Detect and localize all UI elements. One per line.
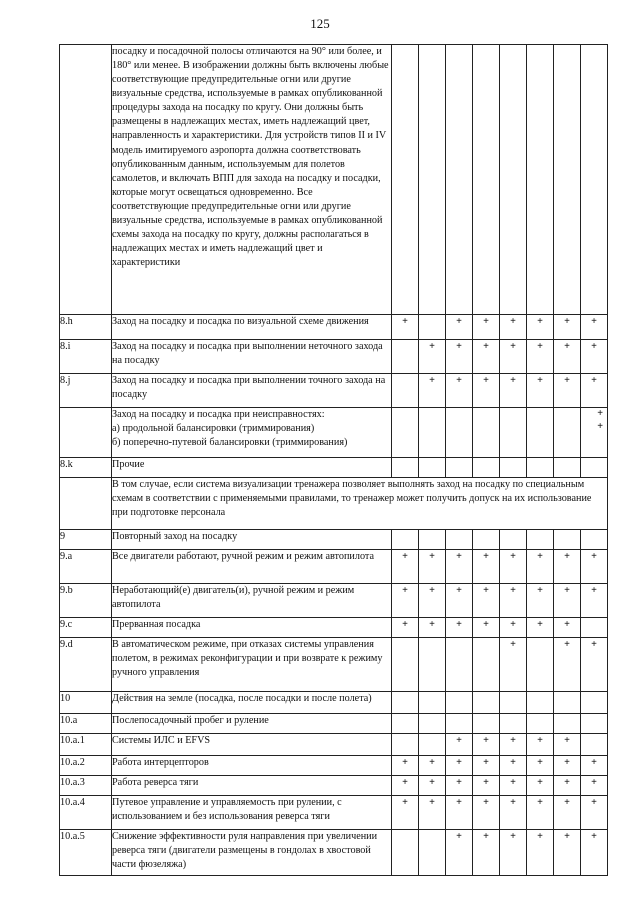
row-number: 10.a.3 [60, 776, 112, 796]
row-description: Все двигатели работают, ручной режим и режим автопилота [112, 550, 392, 584]
mark-cell: + [446, 734, 473, 756]
mark-cell: + [446, 550, 473, 584]
row-number: 8.k [60, 458, 112, 478]
mark-cell [554, 530, 581, 550]
mark-cell: + [500, 638, 527, 692]
mark-cell [392, 530, 419, 550]
mark-cell: + [473, 315, 500, 340]
mark-cell: + [473, 550, 500, 584]
mark-cell: + [581, 796, 608, 830]
table-row [60, 830, 608, 876]
row-number: 10 [60, 692, 112, 714]
row-number: 9.c [60, 618, 112, 638]
table-row [60, 458, 608, 478]
row-number: 10.a.4 [60, 796, 112, 830]
mark-cell: + [500, 584, 527, 618]
mark-cell: + [473, 584, 500, 618]
mark-cell [500, 692, 527, 714]
mark-cell: + [473, 756, 500, 776]
mark-cell [419, 315, 446, 340]
mark-cell [554, 408, 581, 458]
table-row [60, 315, 608, 340]
mark-cell [392, 692, 419, 714]
mark-cell [581, 618, 608, 638]
table-row [60, 478, 608, 530]
mark-cell: + [581, 638, 608, 692]
mark-cell: + [554, 584, 581, 618]
mark-cell [527, 458, 554, 478]
mark-cell [581, 734, 608, 756]
mark-cell [446, 638, 473, 692]
mark-cell: + [446, 618, 473, 638]
mark-cell [473, 458, 500, 478]
mark-cell: + [527, 618, 554, 638]
mark-cell: + [500, 550, 527, 584]
mark-cell: + [392, 756, 419, 776]
mark-cell [527, 408, 554, 458]
mark-cell [473, 714, 500, 734]
mark-cell: + [527, 550, 554, 584]
mark-cell [500, 408, 527, 458]
row-description: В автоматическом режиме, при отказах системы управления полетом, в режимах реконфигурации и при возврате к режиму ручного управления [112, 638, 392, 692]
row-description: Послепосадочный пробег и руление [112, 714, 392, 734]
row-description: Заход на посадку и посадка при выполнении точного захода на посадку [112, 374, 392, 408]
row-number: 10.a.5 [60, 830, 112, 876]
row-description: Повторный заход на посадку [112, 530, 392, 550]
mark-cell [500, 530, 527, 550]
mark-cell: + [500, 796, 527, 830]
mark-cell: + [527, 340, 554, 374]
mark-cell [392, 830, 419, 876]
table-row [60, 692, 608, 714]
mark-cell: + [554, 756, 581, 776]
mark-cell [554, 714, 581, 734]
table-row [60, 796, 608, 830]
row-number: 9 [60, 530, 112, 550]
mark-cell: + [500, 830, 527, 876]
mark-cell [419, 408, 446, 458]
table-body [60, 45, 608, 876]
mark-cell [392, 734, 419, 756]
row-number: 9.a [60, 550, 112, 584]
mark-cell [473, 530, 500, 550]
mark-cell: + [500, 618, 527, 638]
mark-cell: + + [581, 408, 608, 458]
page-number: 125 [310, 16, 330, 31]
mark-cell: + [500, 756, 527, 776]
table-row [60, 776, 608, 796]
mark-cell: + [473, 796, 500, 830]
mark-cell: + [500, 734, 527, 756]
mark-cell: + [473, 340, 500, 374]
table-row [60, 584, 608, 618]
row-number: 10.a [60, 714, 112, 734]
mark-cell: + [419, 796, 446, 830]
mark-cell [392, 374, 419, 408]
mark-cell [419, 638, 446, 692]
mark-cell: + [581, 315, 608, 340]
row-number: 9.d [60, 638, 112, 692]
mark-cell: + [446, 796, 473, 830]
row-description: Прерванная посадка [112, 618, 392, 638]
mark-cell: + [500, 315, 527, 340]
mark-cell [419, 734, 446, 756]
mark-cell: + [581, 776, 608, 796]
mark-cell [419, 458, 446, 478]
table-row [60, 618, 608, 638]
mark-cell [527, 692, 554, 714]
mark-cell: + [554, 830, 581, 876]
mark-cell [581, 714, 608, 734]
row-description: Заход на посадку и посадка при неисправностях: а) продольной балансировки (триммирования) б) поперечно-путевой балансировки (триммирования) [112, 408, 392, 458]
mark-cell: + [446, 340, 473, 374]
mark-cell: + [473, 374, 500, 408]
table-row [60, 756, 608, 776]
intro-text: посадку и посадочной полосы отличаются на 90° или более, и 180° или менее. В изображении должны быть включены любые соответствующие предупредительные огни или другие визуальные средства, используемые в рамках опубликованной процедуры захода на посадку по кругу. Они должны быть размещены в надлежащих местах, иметь надлежащий цвет, направленность и характеристики. Для устройств типов II и IV модель имитируемого аэропорта должна соответствовать опубликованным данным, используемым для полетов самолетов, и включать ВПП для захода на посадку и посадки, которые могут освещаться одновременно. Все соответствующие предупредительные огни или другие визуальные средства, используемые в рамках опубликованной схемы захода на посадку по кругу, должны располагаться в надлежащих местах и иметь надлежащий цвет и характеристики [112, 45, 392, 315]
mark-cell: + [527, 830, 554, 876]
mark-cell [473, 408, 500, 458]
row-number: 8.h [60, 315, 112, 340]
row-description: Заход на посадку и посадка по визуальной схеме движения [112, 315, 392, 340]
mark-cell: + [554, 734, 581, 756]
mark-cell: + [446, 776, 473, 796]
mark-cell: + [581, 340, 608, 374]
mark-cell: + [392, 584, 419, 618]
mark-cell: + [581, 374, 608, 408]
mark-cell: + [419, 776, 446, 796]
mark-cell: + [500, 340, 527, 374]
mark-cell: + [473, 618, 500, 638]
mark-cell: + [554, 796, 581, 830]
table-row [60, 340, 608, 374]
mark-cell [419, 714, 446, 734]
mark-cell: + [527, 776, 554, 796]
mark-cell [554, 692, 581, 714]
row-description: Системы ИЛС и EFVS [112, 734, 392, 756]
mark-cell: + [554, 776, 581, 796]
mark-cell [473, 638, 500, 692]
mark-cell [527, 530, 554, 550]
mark-cell: + [500, 776, 527, 796]
mark-cell: + [419, 584, 446, 618]
mark-cell: + [500, 374, 527, 408]
mark-cell: + [419, 340, 446, 374]
mark-cell: + [392, 315, 419, 340]
mark-cell [500, 458, 527, 478]
mark-cell [392, 714, 419, 734]
mark-cell: + [419, 374, 446, 408]
mark-cell: + [527, 796, 554, 830]
mark-cell [392, 638, 419, 692]
table-row [60, 374, 608, 408]
intro-num-cell [60, 45, 112, 315]
mark-cell: + [527, 734, 554, 756]
mark-cell: + [554, 374, 581, 408]
row-description: Неработающий(е) двигатель(и), ручной режим и режим автопилота [112, 584, 392, 618]
mark-cell [419, 530, 446, 550]
mark-cell: + [392, 796, 419, 830]
mark-cell [527, 714, 554, 734]
mark-cell: + [554, 618, 581, 638]
row-description: Прочие [112, 458, 392, 478]
row-description: Снижение эффективности руля направления при увеличении реверса тяги (двигатели размещены в гондолах в хвостовой части фюзеляжа) [112, 830, 392, 876]
row-number [60, 478, 112, 530]
row-description: Работа интерцепторов [112, 756, 392, 776]
mark-cell: + [554, 550, 581, 584]
mark-cell: + [581, 550, 608, 584]
mark-cell [500, 714, 527, 734]
mark-cell: + [392, 550, 419, 584]
mark-cell [419, 692, 446, 714]
mark-cell: + [473, 776, 500, 796]
mark-cell: + [419, 756, 446, 776]
intro-row [60, 45, 608, 315]
mark-cell [446, 714, 473, 734]
mark-cell: + [527, 374, 554, 408]
mark-cell [554, 458, 581, 478]
row-description: Путевое управление и управляемость при рулении, с использованием и без использования реверса тяги [112, 796, 392, 830]
mark-cell: + [581, 584, 608, 618]
mark-cell: + [581, 830, 608, 876]
mark-cell: + [446, 756, 473, 776]
mark-cell: + [554, 315, 581, 340]
row-note: В том случае, если система визуализации тренажера позволяет выполнять заход на посадку по специальным схемам в соответствии с применяемыми правилами, то тренажер может получить допуск на их использование при подготовке персонала [112, 478, 608, 530]
mark-cell: + [527, 315, 554, 340]
mark-cell [581, 692, 608, 714]
table-row [60, 734, 608, 756]
mark-cell [446, 692, 473, 714]
mark-cell [581, 530, 608, 550]
table-row [60, 530, 608, 550]
mark-cell: + [446, 315, 473, 340]
mark-cell [446, 530, 473, 550]
mark-cell [473, 692, 500, 714]
mark-cell: + [419, 550, 446, 584]
mark-cell: + [446, 584, 473, 618]
mark-cell [392, 408, 419, 458]
mark-cell: + [419, 618, 446, 638]
mark-cell: + [527, 756, 554, 776]
mark-cell: + [446, 374, 473, 408]
mark-cell [527, 638, 554, 692]
mark-cell [446, 408, 473, 458]
row-number: 10.a.2 [60, 756, 112, 776]
row-description: Заход на посадку и посадка при выполнении неточного захода на посадку [112, 340, 392, 374]
row-number: 10.a.1 [60, 734, 112, 756]
table-row [60, 638, 608, 692]
row-description: Действия на земле (посадка, после посадки и после полета) [112, 692, 392, 714]
mark-cell: + [392, 776, 419, 796]
mark-cell: + [527, 584, 554, 618]
mark-cell: + [473, 734, 500, 756]
mark-cell: + [392, 618, 419, 638]
mark-cell [392, 458, 419, 478]
row-number [60, 408, 112, 458]
table-row [60, 408, 608, 458]
mark-cell: + [554, 340, 581, 374]
mark-cell: + [446, 830, 473, 876]
row-number: 8.i [60, 340, 112, 374]
mark-cell [581, 458, 608, 478]
mark-cell [392, 340, 419, 374]
mark-cell: + [473, 830, 500, 876]
mark-cell: + [554, 638, 581, 692]
mark-cell [446, 458, 473, 478]
mark-cell [419, 830, 446, 876]
row-description: Работа реверса тяги [112, 776, 392, 796]
requirements-table [59, 44, 608, 876]
row-number: 9.b [60, 584, 112, 618]
table-row [60, 550, 608, 584]
row-number: 8.j [60, 374, 112, 408]
mark-cell: + [581, 756, 608, 776]
table-row [60, 714, 608, 734]
